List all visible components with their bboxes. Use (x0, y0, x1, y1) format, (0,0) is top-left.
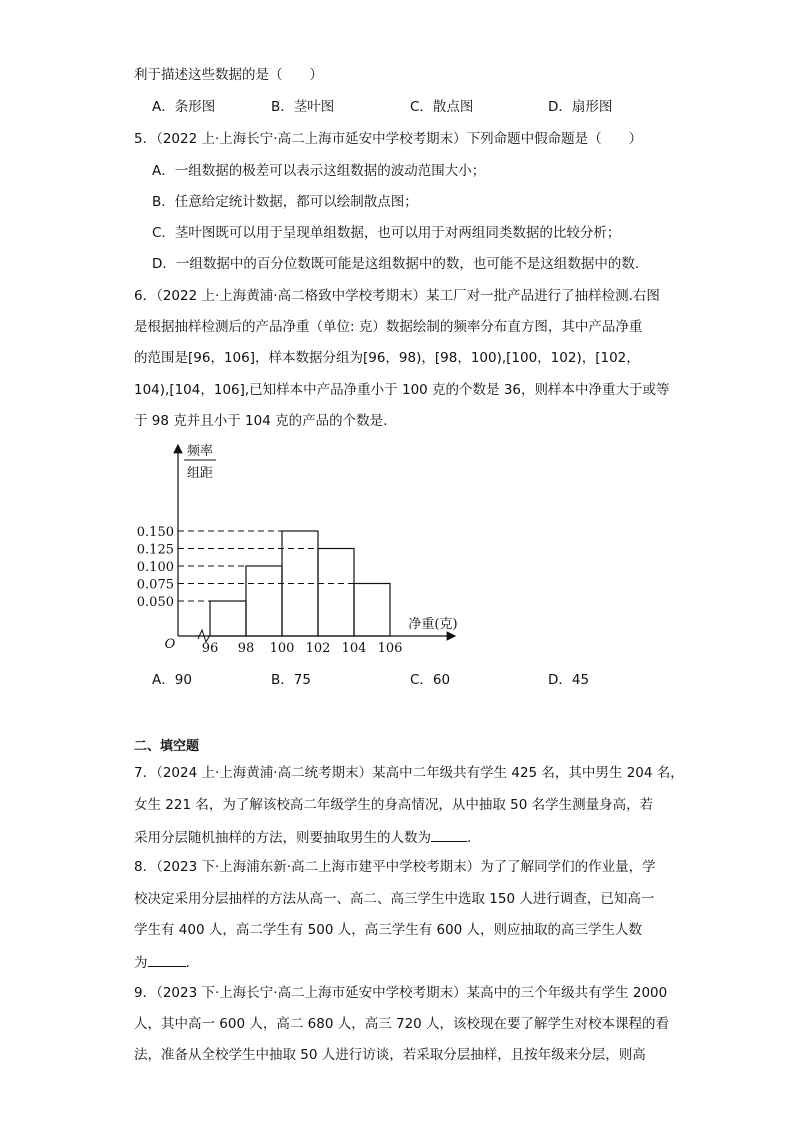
q7-line-2: 女生 221 名，为了解该校高二年级学生的身高情况，从中抽取 50 名学生测量身高，若 (134, 797, 654, 813)
q5-option-c: C．茎叶图既可以用于呈现单组数据，也可以用于对两组同类数据的比较分析； (152, 225, 621, 241)
x-tick-label: 96 (201, 641, 219, 656)
x-axis-label: 净重(克) (408, 617, 458, 632)
q7-line-1: 7．（2024 上·上海黄浦·高二统考期末）某高中二年级共有学生 425 名，其中男生 204 名， (134, 765, 684, 781)
q6-option-c: C．60 (410, 672, 451, 688)
q5-option-a: A．一组数据的极差可以表示这组数据的波动范围大小； (152, 163, 486, 179)
q9-line-1: 9．（2023 下·上海长宁·高二上海市延安中学校考期末）某高中的三个年级共有学生 2000 (134, 985, 668, 1001)
q4-stem-tail: 利于描述这些数据的是（ ） (134, 67, 323, 83)
q4-option-a: A．条形图 (152, 99, 216, 115)
origin-label: O (164, 637, 176, 652)
y-tick-label: 0.050 (136, 595, 174, 610)
q6-line-4: 104),[104，106],已知样本中产品净重小于 100 克的个数是 36，则样本中净重大于或等 (134, 382, 670, 398)
q4-option-c: C．散点图 (410, 99, 474, 115)
q7-answer-blank[interactable] (431, 827, 467, 842)
q8-line-1: 8．（2023 下·上海浦东新·高二上海市建平中学校考期末）为了了解同学们的作业量，学 (134, 859, 656, 875)
q7-end: . (467, 830, 472, 846)
q6-line-5: 于 98 克并且小于 104 克的产品的个数是. (134, 413, 388, 429)
section-heading-fill-in: 二、填空题 (134, 739, 200, 754)
q4-option-b: B．茎叶图 (271, 99, 335, 115)
q6-line-2: 是根据抽样检测后的产品净重（单位: 克）数据绘制的频率分布直方图，其中产品净重 (134, 319, 643, 335)
y-tick-label: 0.150 (136, 525, 174, 540)
y-tick-label: 0.100 (136, 560, 174, 575)
q8-answer-blank[interactable] (148, 952, 186, 967)
y-tick-label: 0.075 (136, 577, 174, 593)
q8-end: . (185, 955, 190, 971)
q8-line-2: 校决定采用分层抽样的方法从高一、高二、高三学生中选取 150 人进行调查，已知高一 (134, 891, 655, 907)
q8-line-3: 学生有 400 人，高二学生有 500 人，高三学生有 600 人，则应抽取的高三学生人数 (134, 922, 643, 938)
q6-line-3: 的范围是[96，106]，样本数据分组为[96，98)，[98，100),[100，102)，[102， (134, 350, 640, 366)
q4-option-d: D．扇形图 (548, 99, 613, 115)
x-tick-label: 106 (377, 641, 403, 656)
q5-option-d: D．一组数据中的百分位数既可能是这组数据中的数，也可能不是这组数据中的数. (152, 256, 640, 272)
histogram-bar (318, 549, 354, 637)
q7-line-3-text: 采用分层随机抽样的方法，则要抽取男生的人数为 (134, 830, 431, 846)
q8-line-4 (134, 952, 190, 972)
histogram-bar (354, 584, 390, 637)
q5-stem: 5．（2022 上·上海长宁·高二上海市延安中学校考期末）下列命题中假命题是（ ） (134, 131, 643, 147)
q5-option-b: B．任意给定统计数据，都可以绘制散点图； (152, 194, 418, 210)
histogram-bar (210, 601, 246, 636)
q8-line-4-text: 为 (134, 955, 148, 971)
q7-line-3 (134, 827, 471, 847)
q6-option-a: A．90 (152, 672, 192, 688)
q6-option-d: D．45 (548, 672, 590, 688)
q6-line-1: 6．（2022 上·上海黄浦·高二格致中学校考期末）某工厂对一批产品进行了抽样检测.右图 (134, 288, 660, 304)
y-axis-label-numerator: 频率 (186, 444, 214, 459)
x-tick-label: 102 (305, 641, 331, 656)
x-tick-label: 104 (341, 641, 367, 656)
x-tick-label: 100 (269, 641, 295, 656)
q6-option-b: B．75 (271, 672, 311, 688)
q9-line-3: 法，准备从全校学生中抽取 50 人进行访谈，若采取分层抽样，且按年级来分层，则高 (134, 1047, 646, 1063)
y-axis-label-denominator: 组距 (186, 466, 214, 481)
y-tick-label: 0.125 (136, 542, 174, 558)
q9-line-2: 人，其中高一 600 人，高二 680 人，高三 720 人，该校现在要了解学生对校本课程的看 (134, 1016, 670, 1032)
histogram-bar (246, 566, 282, 636)
frequency-histogram (120, 437, 480, 657)
x-tick-label: 98 (237, 641, 255, 656)
